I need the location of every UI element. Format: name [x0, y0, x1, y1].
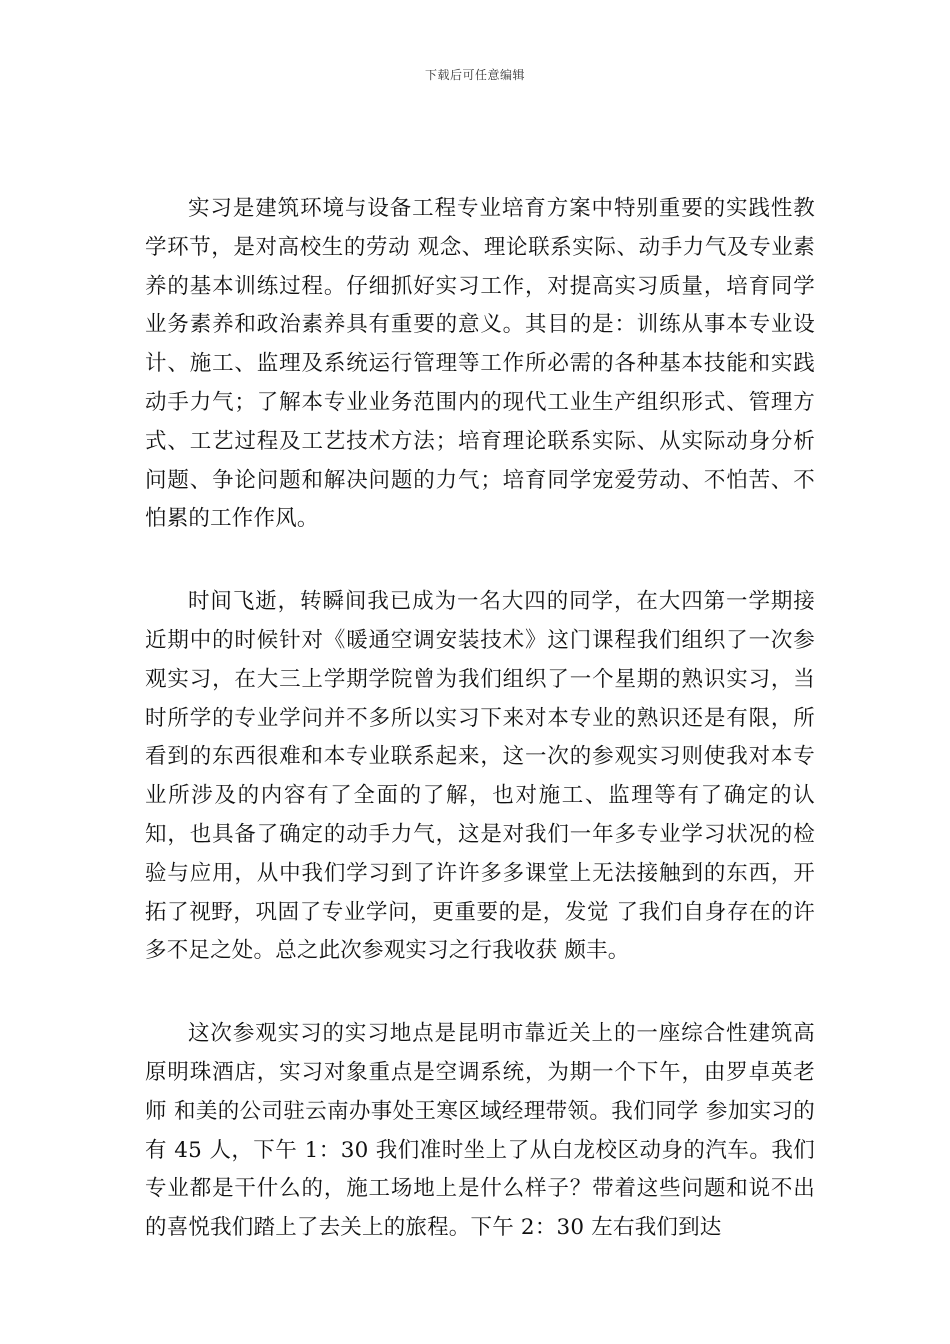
page-header: 下载后可任意编辑	[424, 68, 525, 82]
paragraph-internship-reflection: 时间飞逝，转瞬间我已成为一名大四的同学，在大四第一学期接近期中的时候针对《暖通空调安装技术》这门课程我们组织了一次参观实习，在大三上学期学院曾为我们组织了一个星期的熟识实习，当时所学的专业学问并不多所以实习下来对本专业的熟识还是有限，所看到的东西很难和本专业联系起来，这一次的参观实习则使我对本专业所涉及的内容有了全面的了解，也对施工、监理等有了确定的认知，也具备了确定的动手力气，这是对我们一年多专业学习状况的检验与应用，从中我们学习到了许许多多课堂上无法接触到的东西，开拓了视野，巩固了专业学问，更重要的是，发觉 了我们自身存在的许多不足之处。总之此次参观实习之行我收获 颇丰。	[145, 589, 815, 964]
paragraph-internship-site: 这次参观实习的实习地点是昆明市靠近关上的一座综合性建筑高原明珠酒店，实习对象重点是空调系统，为期一个下午，由罗卓英老师 和美的公司驻云南办事处王寒区域经理带领。我们同学 参加实习的有 45 人，下午 1：30 我们准时坐上了从白龙校区动身的汽车。我们专业都是干什么的，施工场地上是什么样子？带着这些问题和说不出的喜悦我们踏上了去关上的旅程。下午 2：30 左右我们到达	[145, 1021, 815, 1241]
document-body	[145, 190, 815, 1292]
paragraph-internship-purpose: 实习是建筑环境与设备工程专业培育方案中特别重要的实践性教学环节，是对高校生的劳动 观念、理论联系实际、动手力气及专业素养的基本训练过程。仔细抓好实习工作，对提高实习质量，培育同学业务素养和政治素养具有重要的意义。其目的是：训练从事本专业设计、施工、监理及系统运行管理等工作所必需的各种基本技能和实践动手力气；了解本专业业务范围内的现代工业生产组织形式、管理方式、工艺过程及工艺技术方法；培育理论联系实际、从实际动身分析问题、争论问题和解决问题的力气；培育同学宠爱劳动、不怕苦、不怕累的工作作风。	[145, 196, 815, 532]
